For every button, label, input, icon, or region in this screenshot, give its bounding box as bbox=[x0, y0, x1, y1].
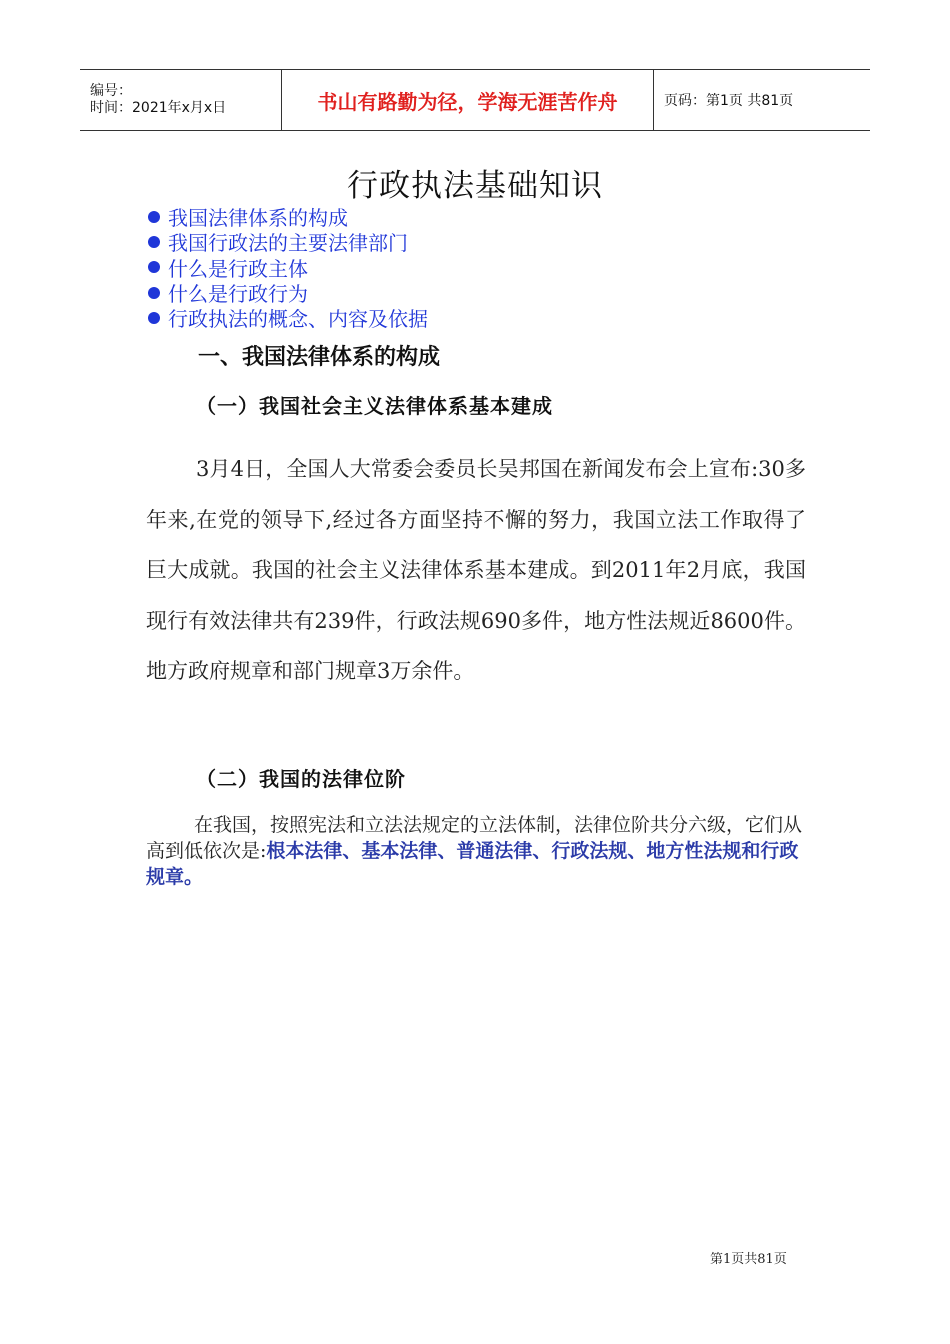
toc-item bbox=[148, 255, 428, 280]
subsection-heading-2: （二）我国的法律位阶 bbox=[196, 767, 406, 791]
section-heading: 一、我国法律体系的构成 bbox=[198, 345, 441, 370]
header-motto: 书山有路勤为径，学海无涯苦作舟 bbox=[281, 70, 654, 130]
toc-item bbox=[148, 280, 428, 305]
toc-item-label: 我国行政法的主要法律部门 bbox=[168, 231, 408, 256]
toc-item-label: 什么是行政行为 bbox=[168, 282, 308, 307]
serial-number-label: 编号： bbox=[90, 83, 132, 99]
toc-item-label: 我国法律体系的构成 bbox=[168, 206, 348, 231]
bullet-icon bbox=[148, 287, 160, 299]
table-of-contents bbox=[148, 204, 428, 330]
header-page-info: 页码：第1页 共81页 bbox=[664, 93, 794, 109]
bullet-icon bbox=[148, 236, 160, 248]
page-footer: 第1页共81页 bbox=[710, 1252, 787, 1267]
toc-item bbox=[148, 204, 428, 229]
document-title: 行政执法基础知识 bbox=[347, 168, 603, 204]
toc-item-label: 什么是行政主体 bbox=[168, 256, 308, 281]
header-meta bbox=[80, 70, 281, 130]
body-paragraph-2 bbox=[146, 812, 808, 890]
bullet-icon bbox=[148, 312, 160, 324]
bullet-icon bbox=[148, 261, 160, 273]
date-label: 时间：2021年x月x日 bbox=[90, 100, 227, 116]
page-header bbox=[80, 69, 870, 131]
toc-item-label: 行政执法的概念、内容及依据 bbox=[168, 307, 428, 332]
body-paragraph-1: 3月4日，全国人大常委会委员长吴邦国在新闻发布会上宣布:30多年来,在党的领导下,经过各方面坚持不懈的努力，我国立法工作取得了巨大成就。我国的社会主义法律体系基本建成。到2011年2月底，我国现行有效法律共有239件，行政法规690多件，地方性法规近8600件。地方政府规章和部门规章3万余件。 bbox=[146, 457, 806, 683]
toc-item bbox=[148, 305, 428, 330]
subsection-heading-1: （一）我国社会主义法律体系基本建成 bbox=[196, 394, 553, 418]
paragraph-text: 在我国，按照宪法和立法法规定的立法体制，法律位阶共分六级，它们从高到低依次是: bbox=[146, 814, 803, 862]
toc-item bbox=[148, 229, 428, 254]
paragraph-emphasis: 根本法律、基本法律、普通法律、行政法规、地方性法规和行政规章。 bbox=[146, 840, 799, 888]
bullet-icon bbox=[148, 211, 160, 223]
